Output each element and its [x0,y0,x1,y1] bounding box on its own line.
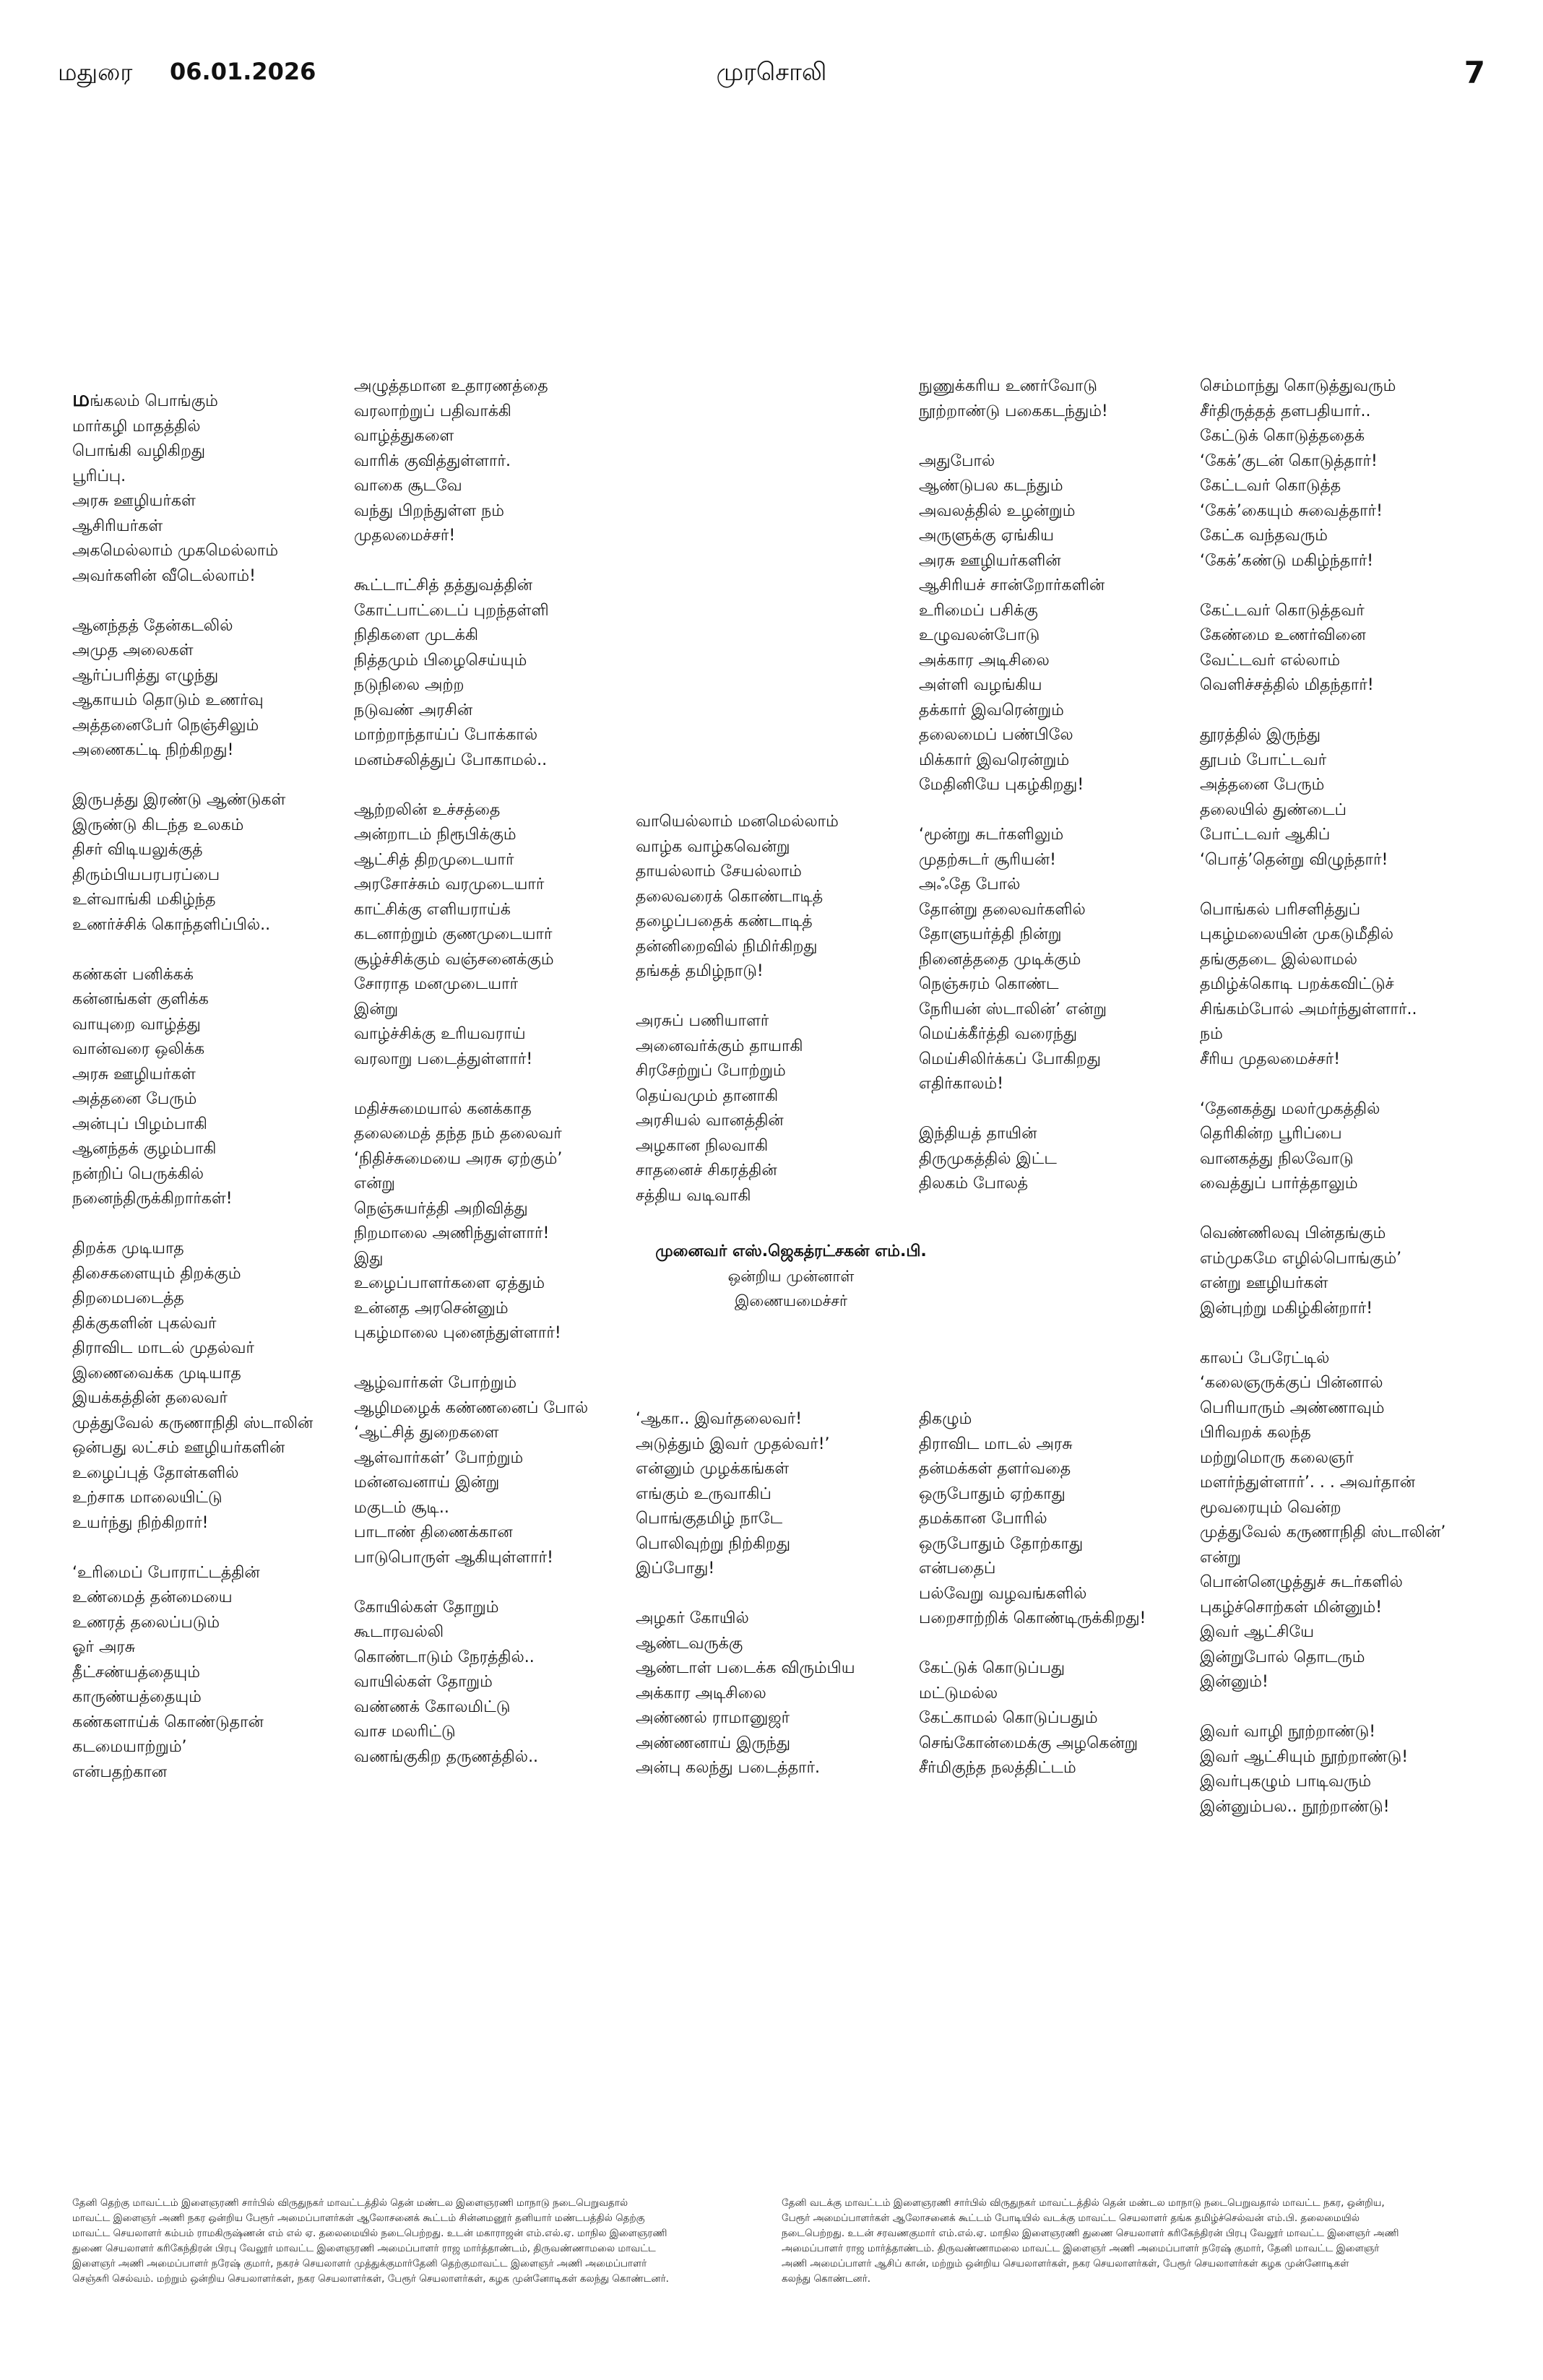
poem-line: வாயெல்லாம் மனமெல்லாம் [636,813,839,831]
poem-stanza [1200,1097,1460,1197]
poem-line: திருமுகத்தில் இட்ட [919,1149,1057,1168]
poem-line: நெஞ்சுரம் கொண்ட [919,975,1059,993]
poem-stanza [354,1371,614,1570]
poem-stanza [636,1407,896,1582]
poem-line: அன்றாடம் நிரூபிக்கும் [354,826,517,844]
poem-line: மதிச்சுமையால் கனக்காத [354,1099,532,1118]
poem-line: இன்று [354,1000,399,1018]
poem-stanza [636,1606,896,1781]
poem-line: சீர்திருத்தத் தளபதியார்.. [1200,402,1371,420]
poem-line: நினைத்ததை முடிக்கும் [919,950,1081,969]
poem-line: வெளிச்சத்தில் மிதந்தார்! [1200,676,1374,694]
poem-line: உழுவலன்போடு [919,626,1040,644]
poem-line: கூட்டாட்சித் தத்துவத்தின் [354,576,533,594]
poem-line: அருளுக்கு ஏங்கிய [919,527,1054,545]
poem-stanza [72,387,332,589]
poem-line: மகுடம் சூடி.. [354,1498,449,1517]
poem-line: ஆசிரியச் சான்றோர்களின் [919,576,1105,594]
poem-line: கோயில்கள் தோறும் [354,1598,499,1617]
caption-line: அமைப்பாளர் ராஜ மார்த்தாண்டம். திருவண்ணாமலை மாவட்ட இளைஞர் அணி அமைப்பாளர் நரேஷ் குமார், தேனி மாவட்ட இளைஞர் [782,2243,1380,2254]
poem-line: சாதனைச் சிகரத்தின் [636,1161,777,1180]
caption-line: மாவட்ட செயலாளர் கம்பம் ராமகிருஷ்ணன் எம் எல் ஏ. தலைமையில் நடைபெற்றது. உடன் மகாராஜன் எம்.எல்.ஏ. மாநில இளைஞரணி [72,2228,667,2239]
poem-line: முத்துவேல் கருணாநிதி ஸ்டாலின்’ [1200,1523,1446,1541]
poem-line: புகழ்மாலை புனைந்துள்ளார்! [354,1324,561,1342]
poem-line: வானகத்து நிலவோடு [1200,1149,1354,1168]
poem-line: மட்டுமல்ல [919,1684,998,1702]
poem-line: தூபம் போட்டவர் [1200,750,1327,769]
poem-line: உழைப்புத் தோள்களில் [72,1463,239,1482]
poem-line: அழகான நிலவாகி [636,1136,769,1155]
poem-line: திராவிட மாடல் முதல்வர் [72,1339,254,1357]
poem-line: தீட்சண்யத்தையும் [72,1663,200,1682]
poem-line: நுணுக்கரிய உணர்வோடு [919,377,1097,395]
poem-line: கேண்மை உணர்வினை [1200,626,1366,644]
poem-line: தலைவரைக் கொண்டாடித் [636,887,824,906]
poem-line: வேட்டவர் எல்லாம் [1200,651,1341,670]
poem-line: இருபத்து இரண்டு ஆண்டுகள் [72,791,286,809]
poem-stanza [1200,898,1460,1073]
poem-line: கோட்பாட்டைப் புறந்தள்ளி [354,601,549,620]
poem-line: ‘கேக்’கையும் சுவைத்தார்! [1200,501,1383,520]
page-header [58,55,1485,94]
poem-line: வாரிக் குவித்துள்ளார். [354,451,511,470]
poem-line: தோளுயர்த்தி நின்று [919,925,1062,943]
poem-line: ஆசிரியர்கள் [72,516,163,535]
poem-line: பறைசாற்றிக் கொண்டிருக்கிறது! [919,1609,1146,1627]
poem-line: பல்வேறு வழவங்களில் [919,1584,1087,1603]
poem-line: என்று ஊழியர்கள் [1200,1274,1328,1292]
poem-line: நம் [1200,1025,1223,1043]
poem-line: பெரியாரும் அண்ணாவும் [1200,1398,1385,1417]
poem-line: தெரிகின்ற பூரிப்பை [1200,1125,1342,1143]
poem-line: உழைப்பாளர்களை ஏத்தும் [354,1274,545,1292]
poem-stanza [72,963,332,1212]
poem-line: திக்குகளின் புகல்வர் [72,1314,217,1333]
poem-line: பொங்குதமிழ் நாடே [636,1510,783,1528]
poem-stanza [1200,374,1460,574]
poem-line: எதிர்காலம்! [919,1075,1004,1093]
poem-line: நடுநிலை அற்ற [354,676,464,694]
poem-line: திகழும் [919,1410,972,1428]
page-number: 7 [1464,55,1485,90]
poem-line: அத்தனை பேரும் [1200,776,1325,794]
poem-column-3-top [636,810,896,1208]
poem-line: உரிமைப் பசிக்கு [919,601,1038,620]
poem-line: முதலமைச்சர்! [354,527,456,545]
poem-line: உணரத் தலைப்படும் [72,1613,220,1632]
poem-stanza [919,1656,1179,1781]
poem-line: உன்னத அரசென்னும் [354,1299,509,1317]
caption-line: கலந்து கொண்டனர். [782,2273,871,2285]
poem-column-1 [72,387,332,1785]
caption-line: தேனி தெற்கு மாவட்டம் இளைஞரணி சார்பில் விருதுநகர் மாவட்டத்தில் தென் மண்டல இளைஞரணி மாநாடு நடைபெறுவதால் [72,2197,628,2209]
poem-line: உள்வாங்கி மகிழ்ந்த [72,891,216,909]
poem-line: மெய்சிலிர்க்கப் போகிறது [919,1050,1101,1068]
poem-line: புகழ்மலையின் முகடுமீதில் [1200,925,1394,943]
poem-line: என்று [1200,1548,1241,1567]
poem-line: இன்னும்பல.. நூற்றாண்டு! [1200,1797,1390,1816]
poem-line: வான்வரை ஒலிக்க [72,1040,205,1058]
poem-line: ஒருபோதும் ஏற்காது [919,1484,1066,1503]
poem-line: ‘பொத்’தென்று விழுந்தார்! [1200,850,1388,869]
poem-line: சிங்கம்போல் அமர்ந்துள்ளார்.. [1200,1000,1417,1018]
poem-line: தன்னிறைவில் நிமிர்கிறது [636,937,818,956]
poem-line: அஃதே போல் [919,875,1021,893]
poem-line: இன்புற்று மகிழ்கின்றார்! [1200,1299,1373,1317]
poem-line: திராவிட மாடல் அரசு [919,1435,1073,1453]
poem-line: அன்பு கலந்து படைத்தார். [636,1759,821,1777]
poem-line: சோராத மனமுடையார் [354,975,519,993]
poem-line: மாற்றாந்தாய்ப் போக்கால் [354,726,538,744]
poem-line: எம்முகமே எழில்பொங்கும்’ [1200,1249,1402,1268]
poem-line: அழுத்தமான உதாரணத்தை [354,377,548,395]
poem-line: மற்றுமொரு கலைஞர் [1200,1448,1354,1467]
caption-line: செஞ்சுரி செல்வம். மற்றும் ஒன்றிய செயலாளர்கள், நகர செயலாளர்கள், பேரூர் செயலாளர்கள், கழக முன்னோடிகள் கலந்து கொண்டனர். [72,2273,669,2285]
poem-line: திரும்பியபரபரப்பை [72,865,220,884]
poem-line: வாச மலரிட்டு [354,1723,456,1741]
poem-line: ‘கேக்’குடன் கொடுத்தார்! [1200,451,1378,470]
poem-line: திசர் விடியலுக்குத் [72,841,203,859]
poem-line: ஆனந்தத் தேன்கடலில் [72,616,233,635]
poem-column-4-top [919,374,1179,1197]
poem-line: வைத்துப் பார்த்தாலும் [1200,1174,1358,1193]
poem-line: அவர்களின் வீடெல்லாம்! [72,566,256,585]
poem-stanza [72,614,332,763]
poem-line: ஆற்றலின் உச்சத்தை [354,800,501,819]
poem-line: ஓர் அரசு [72,1638,136,1656]
poem-line: ‘மூன்று சுடர்களிலும் [919,826,1064,844]
poem-line: ‘ஆட்சித் துறைகளை [354,1424,499,1442]
poem-line: வண்ணக் கோலமிட்டு [354,1697,511,1716]
poem-stanza [919,449,1179,798]
poem-line: ‘கலைஞருக்குப் பின்னால் [1200,1374,1383,1392]
poem-line: அழகர் கோயில் [636,1609,749,1627]
poem-stanza [919,823,1179,1097]
poem-line: இன்றுபோல் தொடரும் [1200,1648,1365,1666]
poem-line: கன்னங்கள் குளிக்க [72,990,209,1008]
poem-line: நூற்றாண்டு பகைகடந்தும்! [919,402,1108,420]
poem-line: காலப் பேரேட்டில் [1200,1349,1330,1367]
poem-line: கேட்காமல் கொடுப்பதும் [919,1709,1098,1727]
poem-line: ‘கேக்’கண்டு மகிழ்ந்தார்! [1200,551,1374,570]
poem-line: திசைகளையும் திறக்கும் [72,1264,241,1283]
poem-line: தலைமைத் தந்த நம் தலைவர் [354,1125,562,1143]
poem-stanza [354,798,614,1073]
poem-line: கேட்க வந்தவரும் [1200,527,1328,545]
poem-line: வரலாற்றுப் பதிவாக்கி [354,402,511,420]
poem-line: அரசு ஊழியர்கள் [72,1065,196,1083]
poem-line: ஆழ்வார்கள் போற்றும் [354,1374,517,1392]
poem-line: மங்கலம் பொங்கும் [72,386,218,412]
caption-line: தேனி வடக்கு மாவட்டம் இளைஞரணி சார்பில் விருதுநகர் மாவட்டத்தில் தென் மண்டல மாநாடு நடைபெறுவதால் மாவட்ட நகர, ஒன்றிய, [782,2197,1385,2209]
poem-line: மிக்கார் இவரென்றும் [919,750,1070,769]
poem-stanza [354,374,614,549]
poem-stanza [72,788,332,938]
caption-line: பேரூர் அமைப்பாளர்கள் ஆலோசனைக் கூட்டம் போடியில் வடக்கு மாவட்ட செயலாளர் தங்க தமிழ்ச்செல்வன் எம்.பி. தலைமையில் [782,2212,1360,2224]
poem-line: அள்ளி வழங்கிய [919,676,1042,694]
poem-line: கேட்டுக் கொடுத்ததைக் [1200,427,1365,445]
poem-line: பாடாண் திணைக்கான [354,1523,513,1541]
poem-line: சீரிய முதலமைச்சர்! [1200,1050,1341,1068]
poem-line: இணைவைக்க முடியாத [72,1364,241,1382]
poem-line: பூரிப்பு. [72,467,126,485]
poem-line: செம்மாந்து கொடுத்துவரும் [1200,377,1396,395]
poem-line: சிரசேற்றுப் போற்றும் [636,1062,786,1080]
poem-line: ஆண்டாள் படைக்க விரும்பிய [636,1659,855,1677]
poem-stanza [72,1237,332,1536]
poem-line: திலகம் போலத் [919,1174,1029,1193]
poem-line: என்று [354,1174,395,1193]
poem-line: தூரத்தில் இருந்து [1200,726,1321,744]
poem-line: வாயுறை வாழ்த்து [72,1015,201,1034]
poem-line: நடுவண் அரசின் [354,701,473,719]
poem-line: அரசியல் வானத்தின் [636,1112,784,1130]
poem-stanza [1200,723,1460,873]
poem-line: இவர்புகழும் பாடிவரும் [1200,1773,1372,1791]
poem-line: கேட்டவர் கொடுத்த [1200,477,1341,495]
poem-line: நனைந்திருக்கிறார்கள்! [72,1190,233,1208]
poem-line: உணர்ச்சிக் கொந்தளிப்பில்.. [72,915,271,934]
poem-line: பொன்னெழுத்துச் சுடர்களில் [1200,1573,1403,1591]
poem-line: முத்துவேல் கருணாநிதி ஸ்டாலின் [72,1414,314,1432]
poem-line: என்னும் முழக்கங்கள் [636,1460,790,1478]
poem-line: ஆண்டவருக்கு [636,1634,743,1653]
poem-line: கேட்டுக் கொடுப்பது [919,1659,1066,1677]
poem-line: தலையில் துண்டைப் [1200,800,1347,819]
poem-line: கொண்டாடும் நேரத்தில்.. [354,1648,535,1666]
poem-line: ஆகாயம் தொடும் உணர்வு [72,691,264,709]
poem-line: கேட்டவர் கொடுத்தவர் [1200,601,1365,620]
poem-column-3-bottom [636,1407,896,1781]
poem-stanza [636,810,896,985]
poem-line: வாகை சூடவே [354,477,462,495]
poem-line: ஒன்பது லட்சம் ஊழியர்களின் [72,1439,285,1457]
poem-line: முதற்சுடர் சூரியன்! [919,850,1056,869]
poem-line: கண்களாய்க் கொண்டுதான் [72,1713,264,1731]
poem-column-2 [354,374,614,1770]
poem-line: இருண்டு கிடந்த உலகம் [72,815,244,834]
poem-line: கண்கள் பனிக்கக் [72,965,194,984]
poem-line: அடுத்தும் இவர் முதல்வர்!’ [636,1435,830,1453]
poem-line: கடமையாற்றும்’ [72,1738,187,1756]
poem-line: ஆர்ப்பரித்து எழுந்து [72,666,219,685]
poem-line: அன்புப் பிழம்பாகி [72,1115,207,1133]
poem-line: ஆனந்தக் குழம்பாகி [72,1140,217,1158]
poem-line: உயர்ந்து நிற்கிறார்! [72,1513,209,1532]
poem-line: போட்டவர் ஆகிப் [1200,826,1331,844]
poem-line: ஒருபோதும் தோற்காது [919,1534,1084,1553]
poem-line: மார்கழி மாதத்தில் [72,417,201,436]
poem-line: தலைமைப் பண்பிலே [919,726,1073,744]
poem-line: ‘உரிமைப் போராட்டத்தின் [72,1563,260,1582]
poem-line: தமிழ்க்கொடி பறக்கவிட்டுச் [1200,975,1394,993]
edition-city: மதுரை [58,58,133,86]
poem-line: ‘தேனகத்து மலர்முகத்தில் [1200,1099,1380,1118]
poem-line: மனம்சலித்துப் போகாமல்.. [354,750,548,769]
poem-line: மூவரையும் வென்ற [1200,1498,1341,1517]
poem-line: வாழ்ச்சிக்கு உரியவராய் [354,1025,526,1043]
poem-line: காருண்யத்தையும் [72,1688,202,1706]
poem-stanza [354,1097,614,1346]
poem-line: திறமைபடைத்த [72,1289,184,1307]
poem-line: நெஞ்சுயர்த்தி அறிவித்து [354,1199,528,1218]
poem-line: தழைப்பதைக் கண்டாடித் [636,912,813,930]
poem-line: ‘ஆகா.. இவர்தலைவர்! [636,1410,803,1428]
poem-line: வாழ்த்துகளை [354,427,454,445]
author-title-line1: ஒன்றிய முன்னாள் [727,1268,855,1285]
poem-line: நன்றிப் பெருக்கில் [72,1164,204,1183]
poem-line: தங்குதடை இல்லாமல் [1200,950,1358,969]
poem-line: மன்னவனாய் இன்று [354,1474,500,1492]
poem-line: மளர்ந்துள்ளார்’. . . அவர்தான் [1200,1474,1416,1492]
poem-line: இவர் ஆட்சியே [1200,1623,1314,1641]
poem-line: இப்போது! [636,1559,715,1578]
photo-caption-left [72,2196,795,2287]
poem-line: வந்து பிறந்துள்ள நம் [354,501,504,520]
poem-line: ஆழிமழைக் கண்ணனைப் போல் [354,1398,589,1417]
poem-line: சூழ்ச்சிக்கும் வஞ்சனைக்கும் [354,950,554,969]
caption-line: இளைஞர் அணி அமைப்பாளர் நரேஷ் குமார், நகரச் செயலாளர் முத்துக்குமார்தேனி தெற்குமாவட்ட இளைஞர் அணி அமைப்பாளர் [72,2258,647,2269]
poem-line: மெய்க்கீர்த்தி வரைந்து [919,1025,1078,1043]
poem-stanza [636,1009,896,1208]
poem-line: அத்தனை பேரும் [72,1090,197,1108]
poem-line: பொங்கி வழிகிறது [72,442,206,460]
poem-line: இந்தியத் தாயின் [919,1125,1037,1143]
poem-stanza [1200,1720,1460,1819]
poem-line: இன்னும்! [1200,1673,1268,1691]
poem-line: நேரியன் ஸ்டாலின்’ என்று [919,1000,1107,1018]
poem-line: இவர் வாழி நூற்றாண்டு! [1200,1723,1376,1741]
poem-line: பிரிவறக் கலந்த [1200,1424,1311,1442]
poem-line: அகமெல்லாம் முகமெல்லாம் [72,542,279,560]
caption-line: அணி அமைப்பாளர் ஆசிப் கான், மற்றும் ஒன்றிய செயலாளர்கள், நகர செயலாளர்கள், பேரூர் செயலாளர்கள் கழக முன்னோடிகள் [782,2258,1349,2269]
poem-line: தமக்கான போரில் [919,1510,1047,1528]
poem-stanza [1200,1346,1460,1695]
poem-line: சீர்மிகுந்த நலத்திட்டம் [919,1759,1076,1777]
poem-line: அரசு ஊழியர்களின் [919,551,1061,570]
poem-line: அவலத்தில் உழன்றும் [919,501,1076,520]
poem-line: வரலாறு படைத்துள்ளார்! [354,1050,533,1068]
poem-line: பொலிவுற்று நிற்கிறது [636,1534,791,1553]
poem-line: அரசுப் பணியாளர் [636,1012,769,1030]
poem-line: அத்தனைபேர் நெஞ்சிலும் [72,716,259,735]
poem-line: வெண்ணிலவு பின்தங்கும் [1200,1224,1386,1242]
poem-stanza [919,1407,1179,1632]
poem-line: வணங்குகிற தருணத்தில்.. [354,1747,539,1766]
poem-stanza [354,1596,614,1770]
poem-stanza [72,1561,332,1786]
poem-line: அண்ணனாய் இருந்து [636,1734,791,1752]
poem-line: அதுபோல் [919,451,995,470]
poem-line: இவர் ஆட்சியும் நூற்றாண்டு! [1200,1747,1409,1766]
poem-column-4-bottom [919,1407,1179,1781]
poem-line: சத்திய வடிவாகி [636,1186,751,1205]
poem-line: மேதினியே புகழ்கிறது! [919,776,1084,794]
poem-line: தங்கத் தமிழ்நாடு! [636,962,764,980]
newspaper-name: முரசொலி [716,58,827,87]
poem-line: தோன்று தலைவர்களில் [919,900,1086,919]
poem-line: அரசோச்சும் வரமுடையார் [354,875,545,893]
poem-line: அணைகட்டி நிற்கிறது! [72,741,234,759]
poem-line: உற்சாக மாலையிட்டு [72,1489,222,1507]
poem-line: இது [354,1249,384,1268]
poem-line: ஆண்டுபல கடந்தும் [919,477,1063,495]
poem-line: நித்தமும் பிழைசெய்யும் [354,651,527,670]
poem-line: ‘நிதிச்சுமையை அரசு ஏற்கும்’ [354,1149,563,1168]
poem-line: கடனாற்றும் குணமுடையார் [354,925,553,943]
poem-line: வாழ்க வாழ்கவென்று [636,837,790,856]
poem-line: திறக்க முடியாத [72,1239,184,1258]
poem-stanza [1200,599,1460,698]
poem-line: அக்கார அடிசிலை [919,651,1050,670]
poem-line: இயக்கத்தின் தலைவர் [72,1389,228,1407]
caption-line: துணை செயலாளர் கரிகேந்திரன் பிரபு வேலூர் மாவட்ட இளைஞரணி அமைப்பாளர் ராஜ மார்த்தாண்டம், திருவண்ணாமலை மாவட்ட [72,2243,656,2254]
poem-line: தக்கார் இவரென்றும் [919,701,1064,719]
author-title-line2: இணையமைச்சர் [734,1292,848,1310]
drop-cap: ம [72,386,90,412]
poem-line: காட்சிக்கு எளியராய்க் [354,900,511,919]
author-signature [621,1239,961,1313]
poem-line: பொங்கல் பரிசளித்துப் [1200,900,1361,919]
photo-caption-right [782,2196,1475,2287]
poem-line: அமுத அலைகள் [72,641,194,659]
poem-column-5 [1200,374,1460,1819]
poem-line: நிதிகளை முடக்கி [354,626,479,644]
caption-line: நடைபெற்றது. உடன் சரவணகுமார் எம்.எல்.ஏ. மாநில இளைஞரணி துணை செயலாளர் கரிகேந்திரன் பிரபு வேலூர் மாவட்ட இளைஞர் அணி [782,2228,1399,2239]
poem-stanza [919,1122,1179,1197]
poem-line: உண்மைத் தன்மையை [72,1588,233,1606]
poem-line: தன்மக்கள் தளர்வதை [919,1460,1071,1478]
author-name: முனைவர் எஸ்.ஜெகத்ரட்சகன் எம்.பி. [655,1242,927,1260]
poem-line: அண்ணல் ராமானுஜர் [636,1709,790,1727]
poem-line: தெய்வமும் தானாகி [636,1086,779,1105]
poem-line: வாயில்கள் தோறும் [354,1673,493,1691]
poem-stanza [919,374,1179,424]
poem-line: தாயல்லாம் சேயல்லாம் [636,862,802,880]
poem-line: செங்கோன்மைக்கு அழகென்று [919,1734,1138,1752]
poem-line: புகழ்ச்சொற்கள் மின்னும்! [1200,1598,1383,1617]
poem-stanza [1200,1221,1460,1321]
poem-line: நிறமாலை அணிந்துள்ளார்! [354,1224,550,1242]
edition-date: 06.01.2026 [170,58,316,85]
poem-line: அனைவர்க்கும் தாயாகி [636,1037,803,1055]
poem-line: கூடாரவல்லி [354,1623,444,1641]
poem-line: ஆள்வார்கள்’ போற்றும் [354,1448,524,1467]
poem-line: பாடுபொருள் ஆகியுள்ளார்! [354,1548,553,1567]
poem-line: எங்கும் உருவாகிப் [636,1484,772,1503]
poem-stanza [354,574,614,773]
poem-line: என்பதற்கான [72,1762,168,1781]
poem-line: ஆட்சித் திறமுடையார் [354,850,514,869]
poem-line: அக்கார அடிசிலை [636,1684,766,1702]
poem-line: என்பதைப் [919,1559,996,1578]
poem-line: அரசு ஊழியர்கள் [72,492,196,510]
caption-line: மாவட்ட இளைஞர் அணி நகர ஒன்றிய பேரூர் அமைப்பாளர்கள் ஆலோசனைக் கூட்டம் சின்னமனூர் தனியார் மண்டபத்தில் தெற்கு [72,2212,645,2224]
